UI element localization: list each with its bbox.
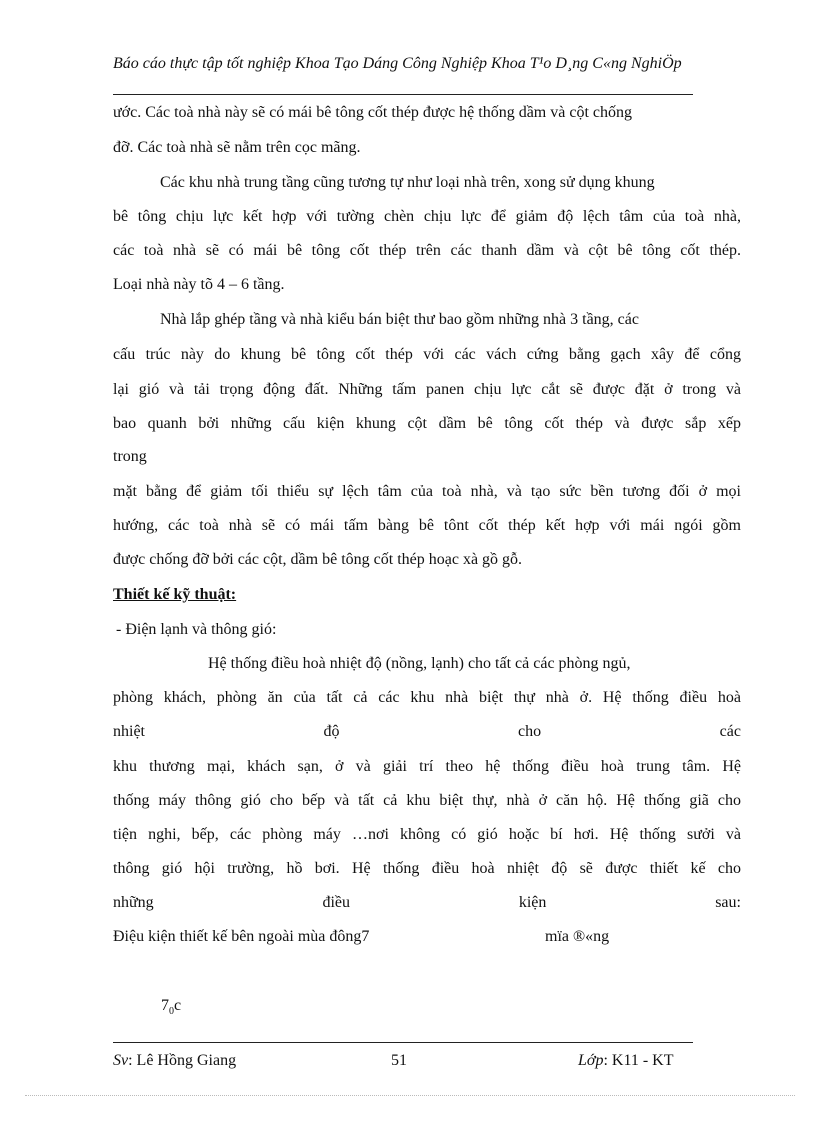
footer-student: Sv: Lê Hồng Giang (113, 1052, 237, 1069)
word: cho (518, 723, 542, 740)
header-rule (113, 94, 693, 95)
spread-text-line (113, 721, 741, 743)
text-line: các toà nhà sẽ có mái bê tông cốt thép trên các thanh dầm và cột bê tông cốt thép. (113, 242, 741, 259)
text-line: thống máy thông gió cho bếp và tất cả khu biệt thự, nhà ở căn hộ. Hệ thống giã cho (113, 792, 741, 809)
text-line: phòng khách, phòng ăn của tất cả các khu nhà biệt thự nhà ở. Hệ thống điều hoà (113, 689, 741, 706)
word: điều (322, 894, 351, 911)
text-line: tiện nghi, bếp, các phòng máy …nơi không có gió hoặc bí hơi. Hệ thống sưởi và (113, 826, 741, 843)
text-line: lại gió và tải trọng động đất. Những tấm panen chịu lực cắt sẽ được đặt ở trong và (113, 381, 741, 398)
word: những (113, 894, 154, 911)
design-condition-label: Điệu kiện thiết kế bên ngoài mùa đông7 (113, 928, 370, 945)
section-heading: Thiết kế kỹ thuật: (113, 586, 237, 603)
page-header: Báo cáo thực tập tốt nghiệp Khoa Tạo Dáng Công Nghiệp Khoa T¹o D¸ng C«ng NghiÖp (113, 55, 682, 72)
design-condition-season: mïa ®«ng (545, 928, 610, 945)
text-line: mặt bằng để giảm tối thiểu sự lệch tâm của toà nhà, và tạo sức bền tương đối ở mọi (113, 483, 741, 500)
text-line: Loại nhà này tõ 4 – 6 tầng. (113, 276, 285, 293)
text-line: đỡ. Các toà nhà sẽ nằm trên cọc mãng. (113, 139, 361, 156)
text-line: bê tông chịu lực kết hợp với tường chèn chịu lực để giảm độ lệch tâm của toà nhà, (113, 208, 741, 225)
paragraph-first-line: Hệ thống điều hoà nhiệt độ (nồng, lạnh) cho tất cả các phòng ngủ, (208, 655, 631, 672)
text-line: bao quanh bởi những cấu kiện khung cột dầm bê tông cốt thép và được sắp xếp (113, 415, 741, 432)
temperature-value: $7_0c$ (161, 997, 182, 1018)
word: kiện (518, 894, 547, 911)
spread-text-line (113, 892, 741, 914)
text-line: ước. Các toà nhà này sẽ có mái bê tông cốt thép được hệ thống dầm và cột chống (113, 104, 632, 121)
paragraph-first-line: Nhà lắp ghép tầng và nhà kiểu bán biệt thư bao gồm những nhà 3 tầng, các (160, 311, 639, 328)
word: sau: (715, 894, 741, 911)
page-border-dotted (25, 1095, 795, 1096)
text-line: khu thương mại, khách sạn, ở và giải trí theo hệ thống điều hoà trung tâm. Hệ (113, 758, 741, 775)
text-line: thông gió hội trường, hồ bơi. Hệ thống điều hoà nhiệt độ sẽ được thiết kế cho (113, 860, 741, 877)
text-line: trong (113, 448, 147, 465)
paragraph-first-line: Các khu nhà trung tầng cũng tương tự như loại nhà trên, xong sử dụng khung (160, 174, 655, 191)
text-line: hướng, các toà nhà sẽ có mái tấm bàng bê tônt cốt thép kết hợp với mái ngói gồm (113, 517, 741, 534)
text-line: cấu trúc này do khung bê tông cốt thép với các vách cứng bằng gạch xây để cổng (113, 346, 741, 363)
subsection-label: - Điện lạnh và thông gió: (116, 621, 277, 638)
word: các (719, 723, 741, 740)
text-line: được chống đỡ bởi các cột, dầm bê tông cốt thép hoạc xà gồ gỗ. (113, 551, 523, 568)
footer-class: Lớp: K11 - KT (578, 1052, 674, 1069)
page-number: 51 (391, 1052, 407, 1069)
word: nhiệt (113, 723, 145, 740)
footer-rule (113, 1042, 693, 1043)
word: độ (323, 723, 340, 740)
